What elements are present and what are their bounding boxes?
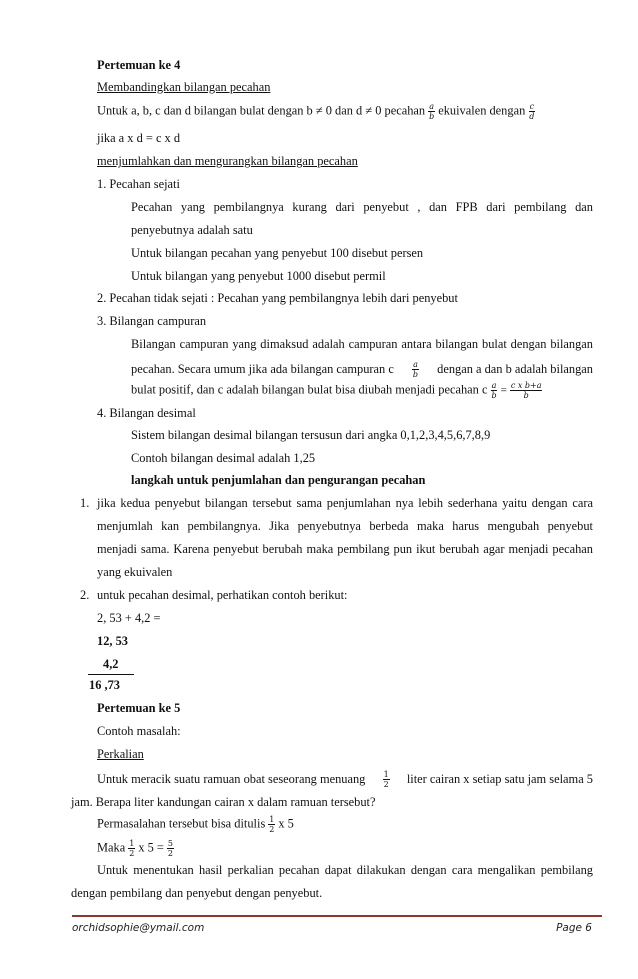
decimal-addend-2: 4,2: [103, 657, 119, 671]
problem-statement: Untuk meracik suatu ramuan obat seseorang menuang $\frac{1}{2}$ liter cairan x setiap satu jam selama 5: [97, 770, 593, 789]
decimal-addend-1: 12, 53: [97, 634, 128, 648]
cross-product-rule: jika a x d = c x d: [97, 131, 181, 145]
list-item-mixed-number: 3. Bilangan campuran: [97, 314, 207, 328]
step-1-text-cont: menjumlah kan pembilangnya. Jika penyebutnya berbeda maka harus mengubah penyebut: [97, 519, 593, 533]
fraction-five-halves: $\frac{5}{2}$: [167, 839, 173, 858]
permil-definition: Untuk bilangan yang penyebut 1000 disebut permil: [131, 269, 386, 283]
list-item-decimal: 4. Bilangan desimal: [97, 406, 196, 420]
fraction-c-over-d: $\frac{c}{d}$: [529, 102, 535, 121]
problem-written-form: Permasalahan tersebut bisa ditulis $\frac{1}{2}$ x 5: [97, 815, 294, 834]
step-1-text: jika kedua penyebut bilangan tersebut sama penjumlahan nya lebih sederhana yaitu dengan cara: [97, 496, 593, 510]
equivalence-definition: Untuk a, b, c dan d bilangan bulat dengan b ≠ 0 dan d ≠ 0 pecahan $\frac{a}{b}$ ekuivalen dengan $\frac{c}{d}$: [97, 102, 535, 121]
decimal-example: Contoh bilangan desimal adalah 1,25: [131, 451, 316, 465]
footer-divider: [72, 915, 602, 917]
fraction-a-over-b: $\frac{a}{b}$: [491, 381, 497, 400]
meeting-4-heading: Pertemuan ke 4: [97, 58, 181, 72]
decimal-sum-result: 16 ,73: [89, 678, 120, 692]
list-item-improper-fraction: 2. Pecahan tidak sejati : Pecahan yang pembilangnya lebih dari penyebut: [97, 291, 458, 305]
proper-fraction-description: Pecahan yang pembilangnya kurang dari penyebut , dan FPB dari pembilang dan: [131, 200, 593, 214]
percent-definition: Untuk bilangan pecahan yang penyebut 100 disebut persen: [131, 246, 424, 260]
compare-fractions-subheading: Membandingkan bilangan pecahan: [97, 80, 271, 94]
footer-email: orchidsophie@ymail.com: [72, 922, 205, 934]
list-item-proper-fraction: 1. Pecahan sejati: [97, 177, 180, 191]
mixed-number-description: Bilangan campuran yang dimaksud adalah campuran antara bilangan bulat dengan bilangan: [131, 337, 593, 351]
step-1-text-cont: menjadi sama. Karena penyebut berubah maka pembilang pun ikut berubah agar menjadi pecahan: [97, 542, 593, 556]
problem-statement-cont: jam. Berapa liter kandungan cairan x dalam ramuan tersebut?: [71, 795, 376, 809]
fraction-one-half: $\frac{1}{2}$: [129, 839, 135, 858]
fraction-a-over-b: $\frac{a}{b}$: [429, 102, 435, 121]
meeting-5-heading: Pertemuan ke 5: [97, 701, 181, 715]
footer-page-number: Page 6: [556, 922, 592, 934]
fraction-a-over-b: $\frac{a}{b}$: [412, 360, 419, 379]
addition-steps-heading: langkah untuk penjumlahan dan pengurangan pecahan: [131, 473, 426, 487]
step-2-text: untuk pecahan desimal, perhatikan contoh berikut:: [97, 588, 348, 602]
proper-fraction-description-cont: penyebutnya adalah satu: [131, 223, 253, 237]
step-1-text-cont: yang ekuivalen: [97, 565, 173, 579]
step-1-number: 1.: [80, 496, 90, 510]
fraction-cxb-plus-a-over-b: $\frac{\text{c x b+a}}{b}$: [510, 381, 542, 400]
multiplication-rule: Untuk menentukan hasil perkalian pecahan dapat dilakukan dengan cara mengalikan pembilang: [97, 863, 593, 877]
fraction-one-half: $\frac{1}{2}$: [269, 815, 275, 834]
step-2-number: 2.: [80, 588, 90, 602]
mixed-to-fraction-formula: bulat positif, dan c adalah bilangan bulat bisa diubah menjadi pecahan c $\frac{a}{b}$ = $\frac{\text{c x b+a}}{b}$: [131, 381, 542, 400]
mixed-number-general-form: pecahan. Secara umum jika ada bilangan campuran c $\frac{a}{b}$ dengan a dan b adalah bilangan: [131, 360, 593, 379]
add-subtract-subheading: menjumlahkan dan mengurangkan bilangan pecahan: [97, 154, 358, 168]
sum-rule-line: [88, 674, 134, 675]
fraction-one-half: $\frac{1}{2}$: [383, 770, 389, 789]
multiplication-rule-cont: dengan pembilang dan penyebut dengan penyebut.: [71, 886, 323, 900]
decimal-sum-expression: 2, 53 + 4,2 =: [97, 611, 161, 625]
decimal-system-description: Sistem bilangan desimal bilangan tersusun dari angka 0,1,2,3,4,5,6,7,8,9: [131, 428, 491, 442]
multiplication-result: Maka $\frac{1}{2}$ x 5 = $\frac{5}{2}$: [97, 839, 173, 858]
example-problem-label: Contoh masalah:: [97, 724, 181, 738]
multiplication-subheading: Perkalian: [97, 747, 144, 761]
